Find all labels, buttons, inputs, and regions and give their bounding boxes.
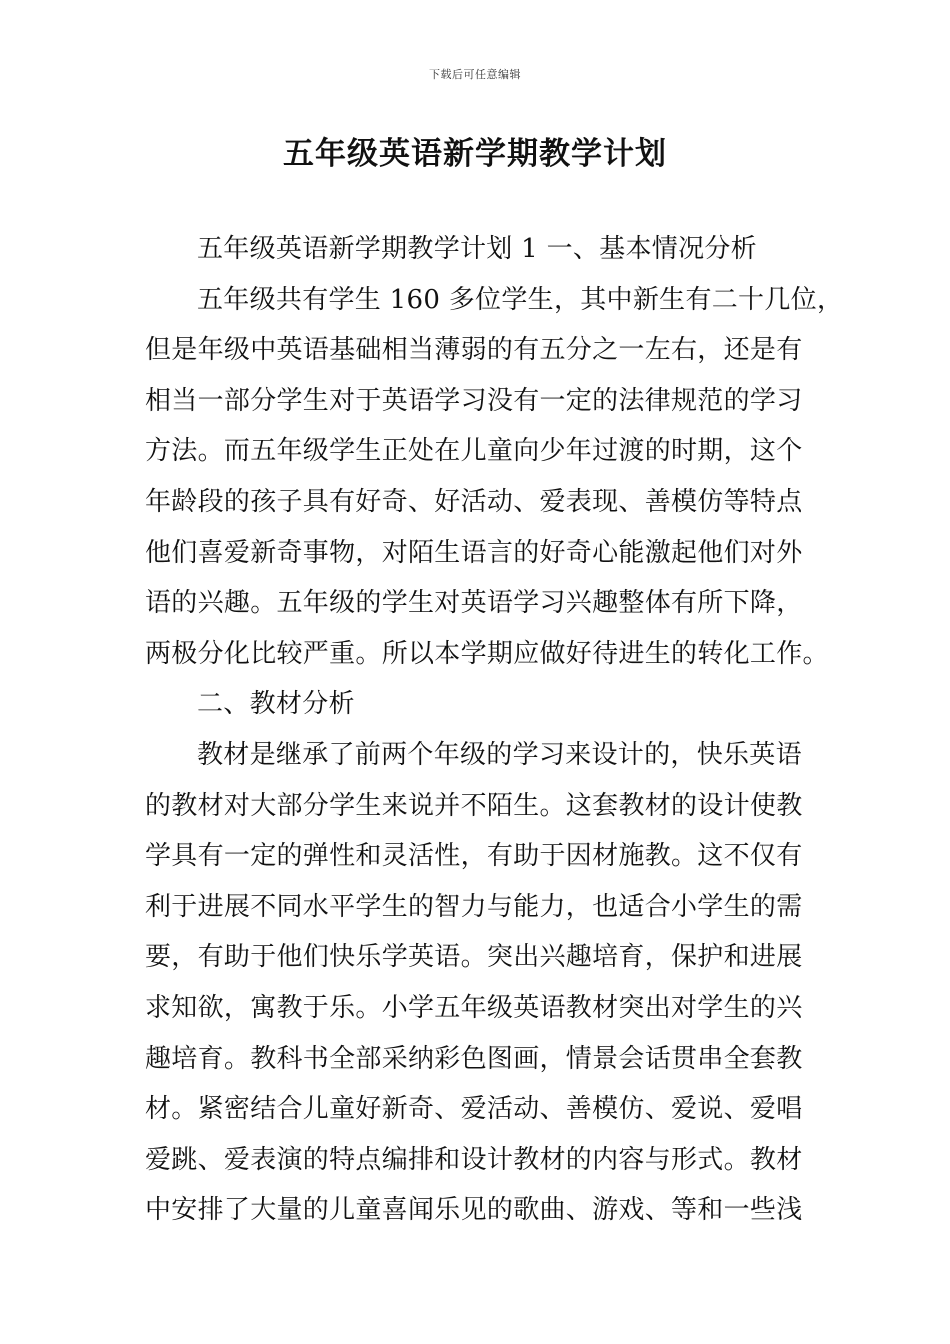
header-note: 下载后可任意编辑 [429, 68, 521, 81]
paragraph-line: 爱跳、爱表演的特点编排和设计教材的内容与形式。教材 [145, 1144, 803, 1175]
paragraph-line: 教材是继承了前两个年级的学习来设计的，快乐英语 [197, 739, 802, 770]
paragraph-line: 相当一部分学生对于英语学习没有一定的法律规范的学习 [145, 385, 803, 416]
paragraph-line: 他们喜爱新奇事物，对陌生语言的好奇心能激起他们对外 [145, 537, 803, 568]
paragraph-line: 求知欲，寓教于乐。小学五年级英语教材突出对学生的兴 [145, 992, 803, 1023]
document-body [145, 228, 844, 1240]
document-title: 五年级英语新学期教学计划 [283, 136, 667, 172]
paragraph-line: 五年级共有学生 160 多位学生，其中新生有二十几位， [197, 284, 844, 315]
section-heading: 二、教材分析 [197, 689, 355, 720]
paragraph-line: 方法。而五年级学生正处在儿童向少年过渡的时期，这个 [145, 436, 803, 467]
paragraph-line: 利于进展不同水平学生的智力与能力，也适合小学生的需 [145, 891, 803, 922]
paragraph-line: 年龄段的孩子具有好奇、好活动、爱表现、善模仿等特点 [145, 486, 803, 517]
paragraph-line: 语的兴趣。五年级的学生对英语学习兴趣整体有所下降， [145, 588, 803, 619]
paragraph-line: 两极分化比较严重。所以本学期应做好待进生的转化工作。 [145, 638, 829, 669]
paragraph-line: 五年级英语新学期教学计划 1 一、基本情况分析 [197, 234, 757, 264]
paragraph-line: 但是年级中英语基础相当薄弱的有五分之一左右，还是有 [145, 335, 803, 366]
paragraph-line: 趣培育。教科书全部采纳彩色图画，情景会话贯串全套教 [145, 1043, 803, 1074]
paragraph-line: 材。紧密结合儿童好新奇、爱活动、善模仿、爱说、爱唱 [145, 1094, 803, 1125]
paragraph-line: 要，有助于他们快乐学英语。突出兴趣培育，保护和进展 [145, 942, 803, 973]
paragraph-line: 的教材对大部分学生来说并不陌生。这套教材的设计使教 [145, 790, 803, 821]
paragraph-line: 学具有一定的弹性和灵活性，有助于因材施教。这不仅有 [145, 841, 803, 872]
paragraph-line: 中安排了大量的儿童喜闻乐见的歌曲、游戏、等和一些浅 [145, 1195, 803, 1226]
